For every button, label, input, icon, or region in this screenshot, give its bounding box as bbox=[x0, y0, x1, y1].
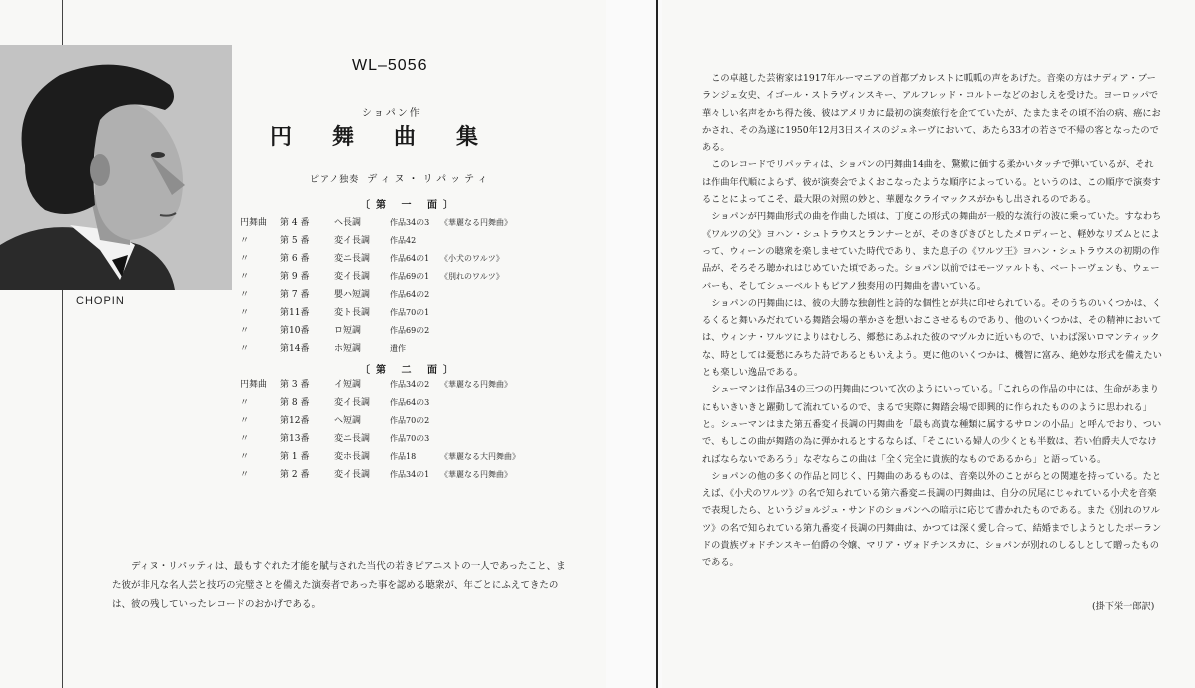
track-key: ロ短調 bbox=[334, 326, 362, 336]
performer-label: ピアノ独奏 bbox=[310, 175, 360, 185]
catalog-number: WL–5056 bbox=[352, 57, 428, 74]
track-key: イ短調 bbox=[334, 380, 362, 390]
track-row bbox=[240, 376, 580, 394]
track-opus: 作品34の1 bbox=[390, 470, 430, 479]
track-genre: 〃 bbox=[240, 470, 250, 480]
track-genre: 〃 bbox=[240, 326, 250, 336]
track-genre: 〃 bbox=[240, 308, 250, 318]
track-genre: 〃 bbox=[240, 272, 250, 282]
side-two-heading: 〔第 二 面〕 bbox=[360, 365, 459, 376]
track-opus: 作品34の2 bbox=[390, 380, 430, 389]
track-opus: 作品69の1 bbox=[390, 272, 430, 281]
track-opus: 作品42 bbox=[390, 236, 417, 245]
track-row bbox=[240, 448, 580, 466]
track-genre: 〃 bbox=[240, 254, 250, 264]
side-two-track-list bbox=[240, 376, 580, 484]
track-opus: 作品18 bbox=[390, 452, 417, 461]
track-key: 変イ長調 bbox=[334, 236, 371, 246]
track-row bbox=[240, 412, 580, 430]
track-genre: 円舞曲 bbox=[240, 218, 268, 228]
track-number: 第11番 bbox=[280, 308, 310, 318]
track-key: ヘ長調 bbox=[334, 218, 362, 228]
liner-paragraph: シューマンは作品34の三つの円舞曲について次のようにいっている。「これらの作品の中には、生命があまりにもいきいきと躍動して流れているので、まるで実際に舞踏会場で即興的に作られたもののように思われる」と。シューマンはまた第五番変イ長調の円舞曲を「最も高貴な種類に属するサロンの小品」と呼んでおり、ついで、もしこの曲が舞踏の為に弾かれるとするならば、「そこにいる婦人の少くとも半数は、若い伯爵夫人でなければならないであろう」なぞならこの曲は「全く完全に貴族的なものであるから」と語っている。 bbox=[702, 384, 1162, 465]
track-genre: 〃 bbox=[240, 398, 250, 408]
track-number: 第 4 番 bbox=[280, 218, 310, 228]
liner-notes-body bbox=[702, 70, 1162, 572]
track-row bbox=[240, 214, 580, 232]
track-row bbox=[240, 268, 580, 286]
track-number: 第 3 番 bbox=[280, 380, 310, 390]
track-row bbox=[240, 394, 580, 412]
track-nickname: 《小犬のワルツ》 bbox=[440, 254, 504, 263]
performer-line bbox=[310, 170, 491, 185]
track-key: 嬰ハ短調 bbox=[334, 290, 371, 300]
track-row bbox=[240, 232, 580, 250]
track-row bbox=[240, 430, 580, 448]
track-number: 第13番 bbox=[280, 434, 310, 444]
album-title: 円舞曲集 bbox=[270, 124, 519, 150]
track-number: 第 9 番 bbox=[280, 272, 310, 282]
liner-paragraph: ショパンの円舞曲には、彼の大勝な独創性と詩的な個性とが共に印せられている。そのうちのいくつかは、くるくると舞いみだれている舞踏会場の華かさを想いおこさせるものであり、他のいくつかは、その精神においては、ウィンナ・ワルツによりはむしろ、郷愁にあふれた彼のマヅルカに近いもので、いわば深いロマンティックな、時としては憂愁にみちた詩であるともいえよう。更に他のいくつかは、機智に富み、絶妙な形式を備えたいとも楽しい逸品である。 bbox=[702, 297, 1162, 379]
track-number: 第12番 bbox=[280, 416, 310, 426]
portrait-caption: CHOPIN bbox=[76, 295, 125, 307]
track-key: 変ト長調 bbox=[334, 308, 371, 318]
track-genre: 円舞曲 bbox=[240, 380, 268, 390]
track-opus: 作品70の1 bbox=[390, 308, 430, 317]
track-opus: 作品70の3 bbox=[390, 434, 430, 443]
track-genre: 〃 bbox=[240, 344, 250, 354]
track-key: 変ニ長調 bbox=[334, 434, 371, 444]
track-nickname: 《別れのワルツ》 bbox=[440, 272, 504, 281]
track-key: 変イ長調 bbox=[334, 470, 371, 480]
track-number: 第 8 番 bbox=[280, 398, 310, 408]
track-key: 変ホ長調 bbox=[334, 452, 371, 462]
translator-credit: (掛下栄一郎訳) bbox=[1092, 601, 1155, 612]
track-key: 変ニ長調 bbox=[334, 254, 371, 264]
track-row bbox=[240, 304, 580, 322]
track-key: 変イ長調 bbox=[334, 272, 371, 282]
track-row bbox=[240, 340, 580, 358]
track-opus: 作品34の3 bbox=[390, 218, 430, 227]
track-opus: 作品64の2 bbox=[390, 290, 430, 299]
liner-paragraph: ショパンの他の多くの作品と同じく、円舞曲のあるものは、音楽以外のことがらとの関連を持っている。たとえば、《小犬のワルツ》の名で知られている第六番変ニ長調の円舞曲は、自分の尻尾にじゃれている小犬を音楽で表現したら、というジョルジュ・サンドのショパンへの暗示に応じて書かれたものである。また《別れのワルツ》の名で知られている第九番変イ長調の円舞曲は、かつては深く愛し合って、結婚までしようとしたポーランドの貴族ヴォドチンスキー伯爵の令嬢、マリア・ヴォドチンスカに、ショパンが別れのしるしとして贈ったものである。 bbox=[702, 470, 1162, 569]
track-nickname: 《華麗なる円舞曲》 bbox=[440, 470, 512, 479]
track-nickname: 《華麗なる円舞曲》 bbox=[440, 380, 512, 389]
page-gutter bbox=[606, 0, 662, 688]
side-one-track-list bbox=[240, 214, 580, 358]
liner-paragraph: この卓越した芸術家は1917年ルーマニアの首都ブカレストに呱呱の声をあげた。音楽の方はナディア・ブーランジェ女史、イゴール・ストラヴィンスキー、アルフレッド・コルトーなどのおしえを受けた。ヨーロッパで華々しい名声をかち得た後、彼はアメリカに最初の演奏旅行を企てていたが、たまたまその頃不治の病、癌におかされ、その為遂に1950年12月3日スイスのジュネーヴにおいて、あたら33才の若さで不帰の客となったのである。 bbox=[702, 73, 1161, 154]
track-opus: 作品64の1 bbox=[390, 254, 430, 263]
track-genre: 〃 bbox=[240, 452, 250, 462]
right-page bbox=[662, 0, 1195, 688]
track-genre: 〃 bbox=[240, 434, 250, 444]
track-genre: 〃 bbox=[240, 416, 250, 426]
track-nickname: 《華麗なる大円舞曲》 bbox=[440, 452, 520, 461]
track-row bbox=[240, 250, 580, 268]
composer-label: ショパン作 bbox=[362, 108, 422, 119]
chopin-portrait-image bbox=[0, 45, 232, 290]
track-opus: 遺作 bbox=[390, 344, 406, 353]
performer-name: ディヌ・リパッティ bbox=[367, 174, 492, 185]
side-one-heading: 〔第 一 面〕 bbox=[360, 200, 459, 211]
track-opus: 作品69の2 bbox=[390, 326, 430, 335]
liner-paragraph: このレコードでリパッティは、ショパンの円舞曲14曲を、驚歎に価する柔かいタッチで弾いているが、それは作曲年代順によらず、彼が演奏会でよくおこなったような順序によっている。というのは、この順序で演奏することによってこそ、最大限の対照の妙と、華麗なクライマックスがかもし出されるのである。 bbox=[702, 159, 1161, 206]
track-opus: 作品64の3 bbox=[390, 398, 430, 407]
track-genre: 〃 bbox=[240, 290, 250, 300]
intro-paragraph: ディヌ・リパッティは、最もすぐれた才能を賦与された当代の若きピアニストの一人であったこと、また彼が非凡な名人芸と技巧の完璧さとを備えた演奏者であった事を認める聴衆が、年ごとにふえてきたのは、彼の残していったレコードのおかげである。 bbox=[112, 561, 566, 610]
track-number: 第 1 番 bbox=[280, 452, 310, 462]
track-nickname: 《華麗なる円舞曲》 bbox=[440, 218, 512, 227]
track-key: 変イ長調 bbox=[334, 398, 371, 408]
liner-paragraph: ショパンが円舞曲形式の曲を作曲した頃は、丁度この形式の舞曲が一般的な流行の波に乗っていた。すなわち《ワルツの父》ヨハン・シュトラウスとランナーとが、そのきびきびとしたメロディーと、軽妙なリズムとによって、ウィーンの聴衆を楽しませていた時代であり、また息子の《ワルツ王》ヨハン・シュトラウスの初期の作品が、そろそろ聴かれはじめていた頃であった。ショパン以前ではモーツァルトも、ベートーヴェンも、ウェーバーも、そしてシューベルトもピアノ独奏用の円舞曲を書いている。 bbox=[702, 211, 1162, 292]
track-number: 第 2 番 bbox=[280, 470, 310, 480]
track-row bbox=[240, 322, 580, 340]
track-number: 第10番 bbox=[280, 326, 310, 336]
track-genre: 〃 bbox=[240, 236, 250, 246]
track-number: 第 6 番 bbox=[280, 254, 310, 264]
track-number: 第 7 番 bbox=[280, 290, 310, 300]
track-number: 第14番 bbox=[280, 344, 310, 354]
track-row bbox=[240, 286, 580, 304]
track-row bbox=[240, 466, 580, 484]
track-number: 第 5 番 bbox=[280, 236, 310, 246]
track-key: ホ短調 bbox=[334, 344, 362, 354]
track-key: ヘ短調 bbox=[334, 416, 362, 426]
binding-line bbox=[656, 0, 658, 688]
track-opus: 作品70の2 bbox=[390, 416, 430, 425]
